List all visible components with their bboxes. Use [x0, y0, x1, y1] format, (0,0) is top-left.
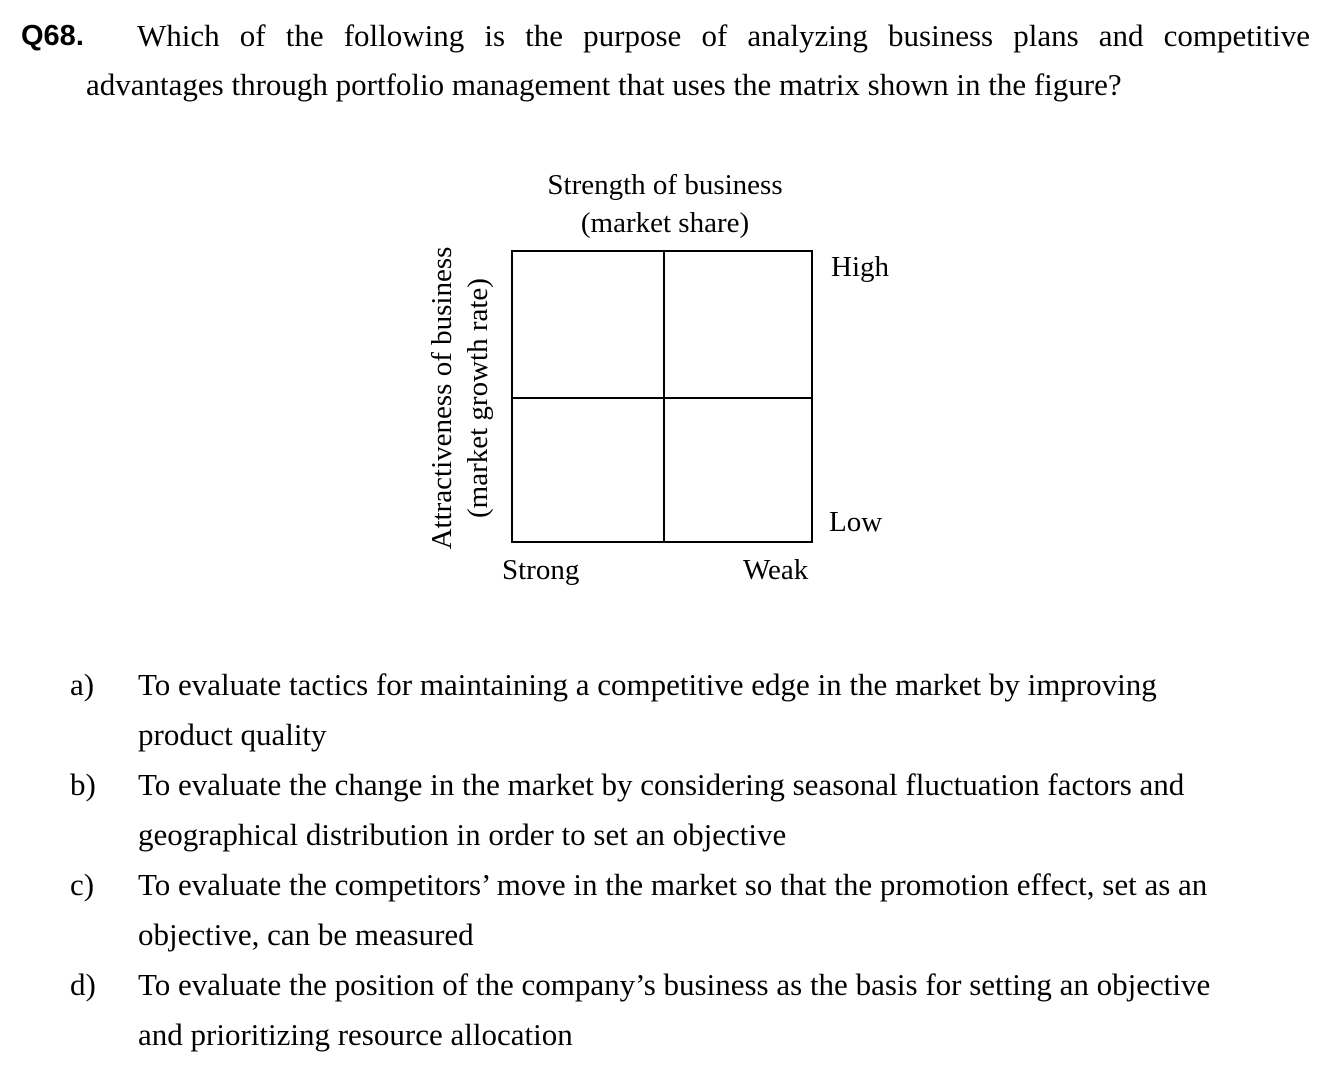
- option-text-line-2: and prioritizing resource allocation: [138, 1017, 573, 1052]
- question-number: Q68.: [21, 20, 84, 52]
- x-axis-title-line-1: Strength of business: [547, 169, 783, 201]
- option-letter: d): [70, 967, 96, 1002]
- option-text-line-2: geographical distribution in order to set an objective: [138, 817, 787, 852]
- option-text-line-1: To evaluate the competitors’ move in the market so that the promotion effect, set as an: [138, 867, 1208, 902]
- option-letter: a): [70, 667, 95, 702]
- x-weak-label: Weak: [743, 554, 809, 586]
- option-text-line-1: To evaluate tactics for maintaining a competitive edge in the market by improving: [138, 667, 1157, 702]
- option-text: [138, 960, 1308, 1060]
- x-axis-title-line-2: (market share): [580, 207, 750, 239]
- option-text-line-1: To evaluate the change in the market by considering seasonal fluctuation factors and: [138, 767, 1185, 802]
- y-axis-title: [420, 228, 500, 568]
- matrix-grid: [511, 250, 813, 543]
- option-letter: b): [70, 767, 96, 802]
- matrix-horizontal-divider: [513, 397, 811, 399]
- option-text-line-1: To evaluate the position of the company’s business as the basis for setting an objective: [138, 967, 1211, 1002]
- question-text-line-1: Which of the following is the purpose of analyzing business plans and competitive: [137, 18, 1310, 53]
- option-letter: c): [70, 867, 95, 902]
- option-text-line-2: product quality: [138, 717, 327, 752]
- y-high-label: High: [831, 251, 889, 283]
- option-text: [138, 760, 1308, 860]
- y-axis-title-line-1: Attractiveness of business: [426, 246, 458, 550]
- option-text-line-2: objective, can be measured: [138, 917, 474, 952]
- option-text: [138, 860, 1308, 960]
- option-text: [138, 660, 1308, 760]
- x-strong-label: Strong: [502, 554, 580, 586]
- x-axis-title: [500, 166, 830, 242]
- y-low-label: Low: [829, 506, 883, 538]
- question-text-line-2: advantages through portfolio management that uses the matrix shown in the figure?: [86, 67, 1122, 102]
- y-axis-title-rotated: [424, 228, 496, 568]
- y-axis-title-line-2: (market growth rate): [462, 278, 494, 518]
